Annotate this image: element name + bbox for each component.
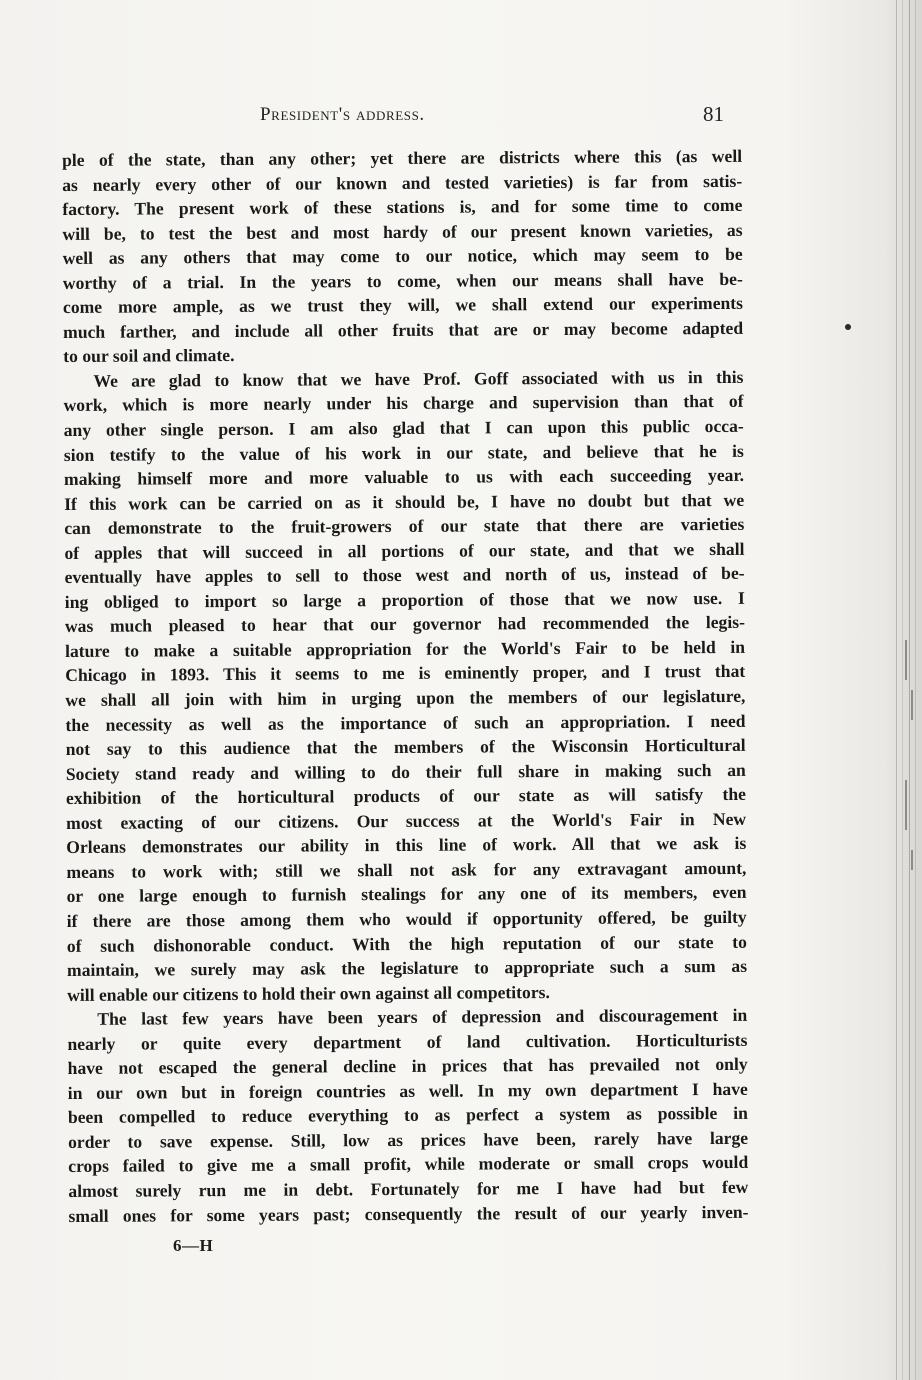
text-line: maintain, we surely may ask the legislature to appropriate such a sum as xyxy=(66,955,748,981)
text-line: order to save expense. Still, low as prices have been, rarely have large xyxy=(68,1127,749,1152)
text-line: nearly or quite every department of land cultivation. Horticulturists xyxy=(67,1029,748,1054)
text-line: We are glad to know that we have Prof. Goff associated with us in this xyxy=(93,366,744,391)
text-line: Orleans demonstrates our ability in this line of work. All that we ask is xyxy=(66,833,747,858)
text-line: crops failed to give me a small profit, while moderate or small crops would xyxy=(68,1152,749,1177)
text-line: was much pleased to hear that our governor had recommended the legis- xyxy=(64,612,745,637)
page-edge-line xyxy=(915,0,916,1380)
running-title: President's address. xyxy=(260,104,425,125)
text-line: or one large enough to furnish stealings for any one of its members, even xyxy=(66,882,747,907)
text-line: come more ample, as we trust they will, we shall extend our experiments xyxy=(62,293,744,318)
signature-mark: 6—H xyxy=(173,1236,214,1255)
text-line: any other single person. I am also glad that I can upon this public occa- xyxy=(63,415,744,441)
text-line: been compelled to reduce everything to as perfect a system as possible in xyxy=(67,1103,748,1128)
edge-mark xyxy=(911,850,913,870)
text-line: ing obliged to import so large a proportion of those that we now use. I xyxy=(64,587,745,612)
text-line: to our soil and climate. xyxy=(63,345,235,367)
text-line: we shall all join with him in urging upon the members of our legislature, xyxy=(65,685,746,711)
text-line: making himself more and more valuable to us with each succeeding year. xyxy=(63,464,745,490)
page-number: 81 xyxy=(703,102,724,126)
text-line: will be, to test the best and most hardy of our present known varieties, as xyxy=(62,219,743,244)
ink-speck xyxy=(845,324,851,330)
running-header xyxy=(60,100,730,130)
text-line: The last few years have been years of depression and discouragement in xyxy=(97,1004,748,1029)
text-line: If this work can be carried on as it should be, I have no doubt but that we xyxy=(64,489,745,514)
page-edge-line xyxy=(902,0,903,1380)
text-line: almost surely run me in debt. Fortunately for me I have had but few xyxy=(68,1176,749,1201)
text-line: if there are those among them who would if opportunity offered, be guilty xyxy=(66,906,747,931)
text-line: of apples that will succeed in all portions of our state, and that we shall xyxy=(64,538,745,563)
text-line: sion testify to the value of his work in our state, and believe that he is xyxy=(63,440,744,465)
edge-mark xyxy=(911,690,913,720)
page-edge-line xyxy=(896,0,897,1380)
text-line: of such dishonorable conduct. With the high reputation of our state to xyxy=(66,931,747,956)
text-line: can demonstrate to the fruit-growers of our state that there are varieties xyxy=(64,514,745,539)
text-line: Society stand ready and willing to do their full share in making such an xyxy=(65,759,746,784)
text-line: will enable our citizens to hold their own against all competitors. xyxy=(67,981,550,1005)
text-line: eventually have apples to sell to those west and north of us, instead of be- xyxy=(64,563,745,588)
text-line: means to work with; still we shall not ask for any extravagant amount, xyxy=(66,857,747,882)
text-line: most exacting of our citizens. Our success at the World's Fair in New xyxy=(66,808,747,833)
text-line: factory. The present work of these stations is, and for some time to come xyxy=(62,194,743,220)
text-line: lature to make a suitable appropriation for the World's Fair to be held in xyxy=(65,636,746,661)
edge-mark xyxy=(905,640,907,680)
text-line: as nearly every other of our known and tested varieties) is far from satis- xyxy=(62,170,743,195)
page-edge-line xyxy=(909,0,910,1380)
text-line: worthy of a trial. In the years to come, when our means shall have be- xyxy=(62,268,743,293)
text-line: much farther, and include all other fruits that are or may become adapted xyxy=(63,317,744,342)
text-line: the necessity as well as the importance of such an appropriation. I need xyxy=(65,710,746,735)
body-text xyxy=(62,144,749,1228)
text-line: well as any others that may come to our notice, which may seem to be xyxy=(62,244,743,269)
text-line: Chicago in 1893. This it seems to me is eminently proper, and I trust that xyxy=(65,661,746,686)
text-line: in our own but in foreign countries as well. In my own department I have xyxy=(67,1078,748,1103)
text-line: not say to this audience that the members of the Wisconsin Horticultural xyxy=(65,734,746,760)
text-line: ple of the state, than any other; yet there are districts where this (as well xyxy=(62,145,743,170)
text-line: have not escaped the general decline in prices that has prevailed not only xyxy=(67,1054,748,1079)
text-line: exhibition of the horticultural products of our state as will satisfy the xyxy=(65,784,747,809)
edge-mark xyxy=(905,780,907,830)
text-line: small ones for some years past; consequently the result of our yearly inven- xyxy=(68,1201,749,1226)
text-line: work, which is more nearly under his charge and supervision than that of xyxy=(63,391,744,416)
